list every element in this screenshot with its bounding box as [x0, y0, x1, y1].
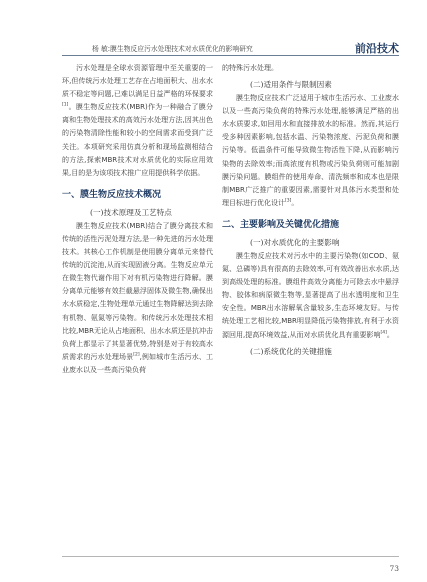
intro-text: 污水处理是全球水资源管理中至关重要的一环,但传统污水处理工艺存在占地面积大、出水水质不稳定等问题,已难以满足日益严格的环保要求 [62, 64, 213, 99]
running-title: 杨 敏:膜生物反应污水处理技术对水质优化的影响研究 [92, 45, 253, 53]
impact-text: 膜生物反应技术对污水中的主要污染物(如COD、氨氮、总磷等)具有很高的去除效率,可有效改善出水水质,达到高级处理的标准。膜组件高效分离能力可除去水中悬浮物、胶体和病原微生物等,显著提高了出水透明度和卫生安全性。MBR出水溶解氧含量较多,生态环境友好。与传统处理工艺相比较,MBR明显降低污染物排放,有利于水资源回用,提高环境效益,从而对水质优化具有重要影响 [222, 251, 399, 339]
continuation-paragraph: 的特殊污水处理。 [222, 64, 278, 72]
right-column [222, 62, 399, 359]
section-label: 前沿技术 [355, 42, 399, 55]
section-heading-1: 一、膜生物反应技术概况 [62, 189, 162, 200]
intro-paragraph [62, 62, 213, 180]
conditions-text-tail: 。 [291, 198, 299, 207]
left-column [62, 62, 213, 377]
citation-1: [1] [62, 102, 69, 108]
intro-text-tail: 。膜生物反应技术(MBR)作为一种融合了膜分离和生物处理技术的高效污水处理方法,因其出色的污染物清除性能和较小的空间需求而受到广泛关注。本项研究采用仿真分析和现场监测相结合的方法,探索MBR技术对水质优化的实际应用效果,目的是为该项技术推广应用提供科学依据。 [62, 103, 213, 177]
page-header [0, 0, 427, 56]
citation-3: [3] [285, 198, 292, 204]
citation-2: [2] [133, 352, 140, 358]
subheading-optimization: (二)系统优化的关键措施 [250, 346, 332, 356]
subheading-conditions: (二)适用条件与限制因素 [250, 80, 332, 90]
conditions-paragraph [222, 92, 399, 210]
section-heading-2: 二、主要影响及关键优化措施 [222, 219, 340, 230]
footer-rule [62, 556, 399, 557]
principle-text: 膜生物反应技术(MBR)结合了膜分离技术和传统的活性污泥处理方法,是一种先进的污水处理技术。其核心工作机制是使用膜分离单元来替代传统的沉淀池,从而实现固液分离。生物反应单元在微生物代谢作用下对有机污染物进行降解。膜分离单元能够有效拦截悬浮固体及微生物,确保出水水质稳定,生物处理单元通过生物降解达到去除有机物、氨氮等污染物。和传统污水处理技术相比较,MBR无论从占地面积、出水水质还是抗冲击负荷上都显示了其显著优势,特别是对于有较高水质需求的污水处理场景 [62, 221, 213, 361]
impact-text-tail: 。 [386, 330, 394, 339]
header-rule [62, 55, 399, 56]
principle-paragraph [62, 220, 213, 377]
conditions-text: 膜生物反应技术广泛适用于城市生活污水、工业废水以及一些高污染负荷的特殊污水处理,能够满足严格的出水水质要求,如回用水和直接排放水的标准。然而,其运行受多种因素影响,包括水温、污染物浓度、污泥负荷和膜污染等。低温条件可能导致微生物活性下降,从而影响污染物的去除效率;而高浓度有机物或污染负荷则可能加剧膜污染问题。膜组件的使用寿命、清洗频率和成本也是限制MBR广泛推广的重要因素,需要针对具体污水类型和处理目标进行优化设计 [222, 94, 399, 207]
impact-paragraph [222, 250, 399, 342]
principle-text-tail: ,例如城市生活污水、工业废水以及一些高污染负荷 [62, 352, 213, 374]
citation-4: [4] [380, 330, 387, 336]
subheading-principle: (一)技术原理及工艺特点 [90, 207, 172, 217]
subheading-impact: (一)对水质优化的主要影响 [250, 237, 340, 247]
page-number: 73 [389, 564, 399, 573]
